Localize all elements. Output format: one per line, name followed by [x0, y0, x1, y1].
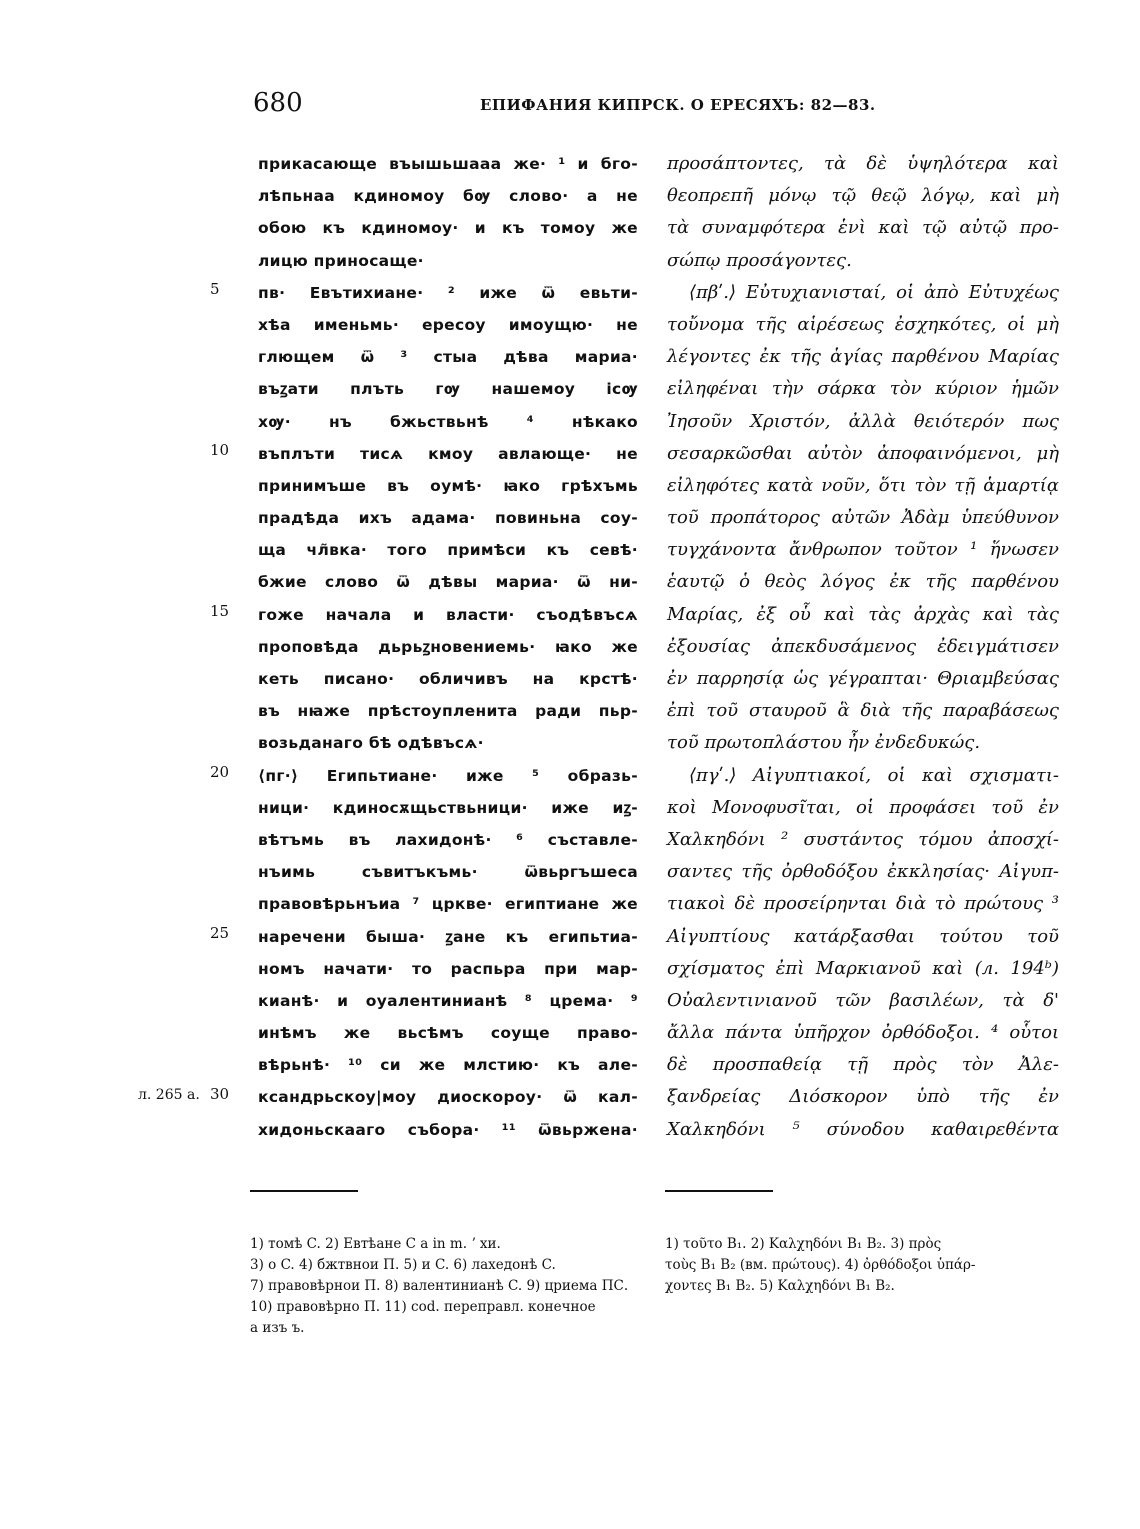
slavonic-line: наречени быша· ꙁане къ египьтиа- — [258, 927, 638, 946]
line-number-30: 30 — [210, 1085, 230, 1103]
greek-line: προσάπτοντες, τὰ δὲ ὑψηλότερα καὶ — [667, 153, 1059, 174]
slavonic-line: гоже начала и власти· съодѣвъсѧ — [258, 605, 638, 624]
greek-line: σαντες τῆς ὀρθοδόξου ἐκκλησίας· Αἰγυπ- — [667, 861, 1059, 883]
slavonic-line: кеть писано· обличивъ на крстѣ· — [258, 670, 638, 688]
slavonic-line: правовѣрьнъиа ⁷ цркве· египтиане же — [258, 895, 638, 914]
greek-column — [667, 148, 1059, 1146]
slavonic-line: кианѣ· и оуалентинианѣ ⁸ црема· ⁹ — [258, 991, 638, 1010]
slavonic-line: инѣмъ же вьсѣмъ соуще право- — [258, 1024, 638, 1043]
slavonic-line: ксандрьскоу|моу диоскороу· ѿ кал- — [258, 1088, 638, 1107]
greek-line: ἄλλα πάντα ὑπῆρχον ὀρθόδοξοι. ⁴ οὗτοι — [667, 1022, 1059, 1044]
footnote-line: χοντες B₁ B₂. 5) Καλχηδόνι B₁ B₂. — [665, 1278, 895, 1294]
page-number: 680 — [253, 88, 303, 118]
greek-line: Χαλκηδόνι ² συστάντος τόμου ἀποσχί- — [667, 828, 1059, 850]
greek-line: σώπῳ προσάγοντες. — [667, 249, 852, 271]
greek-line: τοὔνομα τῆς αἱρέσεως ἐσχηκότες, οἱ μὴ — [667, 313, 1059, 335]
slavonic-line: ща чл̃вка· того примѣси къ севѣ· — [258, 541, 638, 560]
slavonic-line: вѣтъмь въ лахидонѣ· ⁶ съставле- — [258, 830, 638, 849]
greek-line: ἐξουσίας ἀπεκδυσάμενος ἐδειγμάτισεν — [667, 635, 1059, 657]
greek-line: ἐπὶ τοῦ σταυροῦ ἃ διὰ τῆς παραβάσεως — [667, 700, 1059, 722]
greek-line: τοῦ πρωτοπλάστου ἦν ἐνδεδυκώς. — [667, 732, 981, 754]
slavonic-line: пв· Евътихиане· ² иже ѿ евьти- — [258, 283, 638, 302]
slavonic-line: ⟨пг·⟩ Египьтиане· иже ⁵ образь- — [258, 766, 638, 785]
footnote-line: а изъ ъ. — [250, 1320, 305, 1336]
line-number-20: 20 — [210, 763, 230, 781]
slavonic-line: номъ начати· то распьра при мар- — [258, 959, 638, 978]
greek-line: λέγοντες ἐκ τῆς ἁγίας παρθένου Μαρίας — [667, 346, 1059, 368]
slavonic-line: въ нꙗже прѣстоупленита ради пьр- — [258, 702, 638, 721]
line-number-25: 25 — [210, 924, 230, 942]
line-number-10: 10 — [210, 441, 230, 459]
slavonic-line: лѣпьнаа кдиномоу бѹ слово· а не — [258, 187, 638, 206]
greek-line: κοὶ Μονοφυσῖται, οἱ προφάσει τοῦ ἐν — [667, 796, 1059, 818]
slavonic-line: прадѣда ихъ адама· повиньна соу- — [258, 509, 638, 528]
slavonic-line: обою къ кдиномоу· и къ томоу же — [258, 219, 638, 238]
slavonic-line: принимъше въ оумѣ· ꙗко грѣхъмь — [258, 476, 638, 495]
greek-line: τιακοὶ δὲ προσείρηνται διὰ τὸ πρώτους ³ — [667, 893, 1059, 915]
greek-line: τυγχάνοντα ἄνθρωπον τοῦτον ¹ ἥνωσεν — [667, 539, 1059, 561]
greek-line: ἐν παρρησίᾳ ὡς γέγραπται· Θριαμβεύσας — [667, 668, 1059, 689]
slavonic-column — [258, 148, 638, 1146]
slavonic-line: возьданаго бѣ одѣвъсѧ· — [258, 734, 484, 753]
footnote-line: 1) τοῦτο B₁. 2) Καλχηδόνι B₁ B₂. 3) πρὸς — [665, 1236, 942, 1252]
running-title: ЕПИФАНИЯ КИПРСК. О ЕРЕСЯХЪ: 82—83. — [480, 96, 876, 114]
footnote-line: 3) о C. 4) бжтвнои П. 5) и C. 6) лахедонѣ C. — [250, 1257, 556, 1273]
greek-line: Μαρίας, ἐξ οὗ καὶ τὰς ἀρχὰς καὶ τὰς — [667, 603, 1059, 625]
greek-line: τοῦ προπάτορος αὐτῶν Ἀδὰμ ὑπεύθυνον — [667, 507, 1059, 529]
greek-line: Χαλκηδόνι ⁵ σύνοδου καθαιρεθέντα — [667, 1118, 1059, 1140]
greek-line: σχίσματος ἐπὶ Μαρκιανοῦ καὶ (л. 194ᵇ) — [667, 957, 1059, 979]
footnote-rule-left — [250, 1190, 358, 1192]
footnote-rule-right — [665, 1190, 773, 1192]
footnote-line: τοὺς B₁ B₂ (вм. πρώτους). 4) ὀρθόδοξοι ὑπάρ- — [665, 1257, 976, 1273]
slavonic-line: бжие слово ѿ дѣвы мариа· ѿ ни- — [258, 573, 638, 592]
line-number-15: 15 — [210, 602, 230, 620]
line-number-5: 5 — [210, 280, 220, 298]
slavonic-line: прикасающе въышьшааа же· ¹ и бго- — [258, 155, 638, 173]
slavonic-line: хѣа именьмь· ересоу имоущю· не — [258, 315, 638, 334]
slavonic-line: нъимь съвитъкъмь· ѿвьргъшеса — [258, 863, 638, 882]
greek-line: τὰ συναμφότερα ἑνὶ καὶ τῷ αὐτῷ προ- — [667, 217, 1059, 239]
greek-line: ξανδρείας Διόσκορον ὑπὸ τῆς ἐν — [667, 1086, 1059, 1108]
greek-line: ⟨πγʹ.⟩ Αἰγυπτιακοί, οἱ καὶ σχισματι- — [689, 764, 1059, 786]
greek-line: σεσαρκῶσθαι αὐτὸν ἀποφαινόμενοι, μὴ — [667, 442, 1059, 464]
greek-line: ἑαυτῷ ὁ θεὸς λόγος ἐκ τῆς παρθένου — [667, 571, 1059, 593]
slavonic-line: въꙁати плъть гѹ нашемоу ісѹ — [258, 380, 638, 399]
greek-line: Αἰγυπτίους κατάρξασθαι τούτου τοῦ — [667, 925, 1059, 947]
slavonic-line: ници· кдиносѫщьствьници· иже иꙁ- — [258, 798, 638, 817]
greek-line: εἰληφότες κατὰ νοῦν, ὅτι τὸν τῇ ἁμαρτίᾳ — [667, 474, 1059, 496]
greek-line: Ἰησοῦν Χριστόν, ἀλλὰ θειότερόν πως — [667, 410, 1059, 432]
greek-line: θεοπρεπῆ μόνῳ τῷ θεῷ λόγῳ, καὶ μὴ — [667, 185, 1059, 207]
footnotes-slavonic — [250, 1234, 640, 1339]
slavonic-line: лицю приносаще· — [258, 251, 424, 270]
footnote-line: 10) правовѣрно П. 11) cod. переправл. конечное — [250, 1299, 596, 1315]
footnotes-greek — [665, 1234, 1065, 1297]
footnote-line: 1) томѣ C. 2) Евтѣане C a in m. ʼ хи. — [250, 1236, 501, 1252]
slavonic-line: въплъти тисѧ кмоу авлающе· не — [258, 444, 638, 463]
slavonic-line: проповѣда дьрьꙁновениемь· ꙗко же — [258, 637, 638, 656]
slavonic-line: вѣрьнѣ· ¹⁰ си же млстию· къ але- — [258, 1056, 638, 1075]
greek-line: ⟨πβʹ.⟩ Εὐτυχιανισταί, οἱ ἀπὸ Εὐτυχέως — [689, 281, 1059, 303]
footnote-line: 7) правовѣрнои П. 8) валентинианѣ C. 9) цриема ПС. — [250, 1278, 629, 1294]
page-header — [0, 88, 1140, 128]
slavonic-line: глющем ѿ ³ стыа дѣва мариа· — [258, 348, 638, 367]
greek-line: εἰληφέναι τὴν σάρκα τὸν κύριον ἡμῶν — [667, 378, 1059, 400]
greek-line: Οὐαλεντινιανοῦ τῶν βασιλέων, τὰ δ' — [667, 989, 1059, 1011]
slavonic-line: хѹ· нъ бжьствьнѣ ⁴ нѣкако — [258, 412, 638, 431]
greek-line: δὲ προσπαθείᾳ τῇ πρὸς τὸν Ἀλε- — [667, 1054, 1059, 1076]
slavonic-line: хидоньскааго събора· ¹¹ ѿвьржена· — [258, 1120, 638, 1139]
folio-margin-note: л. 265 а. — [138, 1087, 200, 1103]
